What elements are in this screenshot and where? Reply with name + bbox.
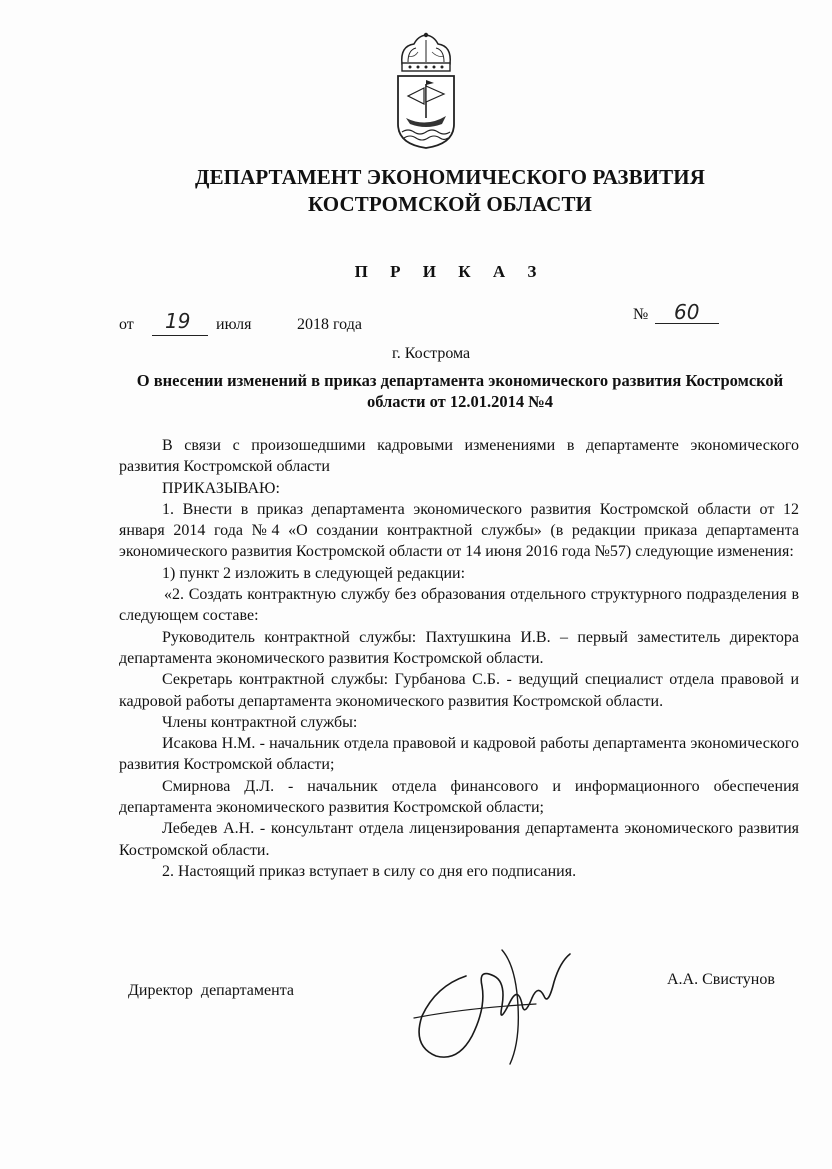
- date-day: 19: [165, 309, 191, 333]
- document-body: [119, 435, 799, 882]
- paragraph-order: ПРИКАЗЫВАЮ:: [162, 479, 280, 497]
- org-name-line2: КОСТРОМСКОЙ ОБЛАСТИ: [308, 192, 592, 216]
- date-year: 2018 года: [297, 316, 362, 333]
- signer-name: А.А. Свистунов: [667, 971, 775, 988]
- city: г. Кострома: [392, 345, 471, 362]
- number-label: №: [633, 306, 649, 323]
- paragraph-item-1: 1. Внести в приказ департамента экономического развития Костромской области от 12 января 2014 года №4 «О создании контрактной службы» (в редакции приказа департамента экономического развития Костромской области от 14 июня 2016 года №57) следующие изменения:: [119, 500, 799, 561]
- paragraph-members-heading: Члены контрактной службы:: [162, 713, 358, 731]
- signer-position: Директор департамента: [128, 982, 294, 999]
- paragraph-intro: В связи с произошедшими кадровыми изменениями в департаменте экономического развития Костромской области: [119, 437, 799, 476]
- paragraph-new-text: «2. Создать контрактную службу без образования отдельного структурного подразделения в следующем составе:: [119, 586, 799, 625]
- coat-of-arms-emblem: [388, 32, 464, 150]
- paragraph-member-isakova: Исакова Н.М. - начальник отдела правовой и кадровой работы департамента экономического развития Костромской области;: [119, 735, 799, 774]
- date-prefix: от: [119, 316, 134, 333]
- document-title: О внесении изменений в приказ департамента экономического развития Костромской области от 12.01.2014 №4: [136, 371, 784, 411]
- handwritten-signature: [406, 946, 596, 1066]
- paragraph-member-smirnova: Смирнова Д.Л. - начальник отдела финансового и информационного обеспечения департамента экономического развития Костромской области;: [119, 777, 799, 817]
- paragraph-item-2: 2. Настоящий приказ вступает в силу со дня его подписания.: [162, 862, 577, 880]
- number-underline: [655, 323, 719, 324]
- paragraph-secretary: Секретарь контрактной службы: Гурбанова С.Б. - ведущий специалист отдела правовой и кадровой работы департамента экономического развития Костромской области.: [119, 671, 799, 710]
- paragraph-member-lebedev: Лебедев А.Н. - консультант отдела лицензирования департамента экономического развития Костромской области.: [119, 820, 799, 859]
- order-number: 60: [674, 300, 700, 324]
- paragraph-head: Руководитель контрактной службы: Пахтушкина И.В. – первый заместитель директора департамента экономического развития Костромской области.: [119, 628, 799, 667]
- date-month: июля: [216, 316, 252, 333]
- day-underline: [152, 335, 208, 336]
- org-name-line1: ДЕПАРТАМЕНТ ЭКОНОМИЧЕСКОГО РАЗВИТИЯ: [195, 165, 705, 189]
- paragraph-subitem-1: 1) пункт 2 изложить в следующей редакции:: [162, 564, 466, 582]
- document-type: П Р И К А З: [354, 262, 546, 281]
